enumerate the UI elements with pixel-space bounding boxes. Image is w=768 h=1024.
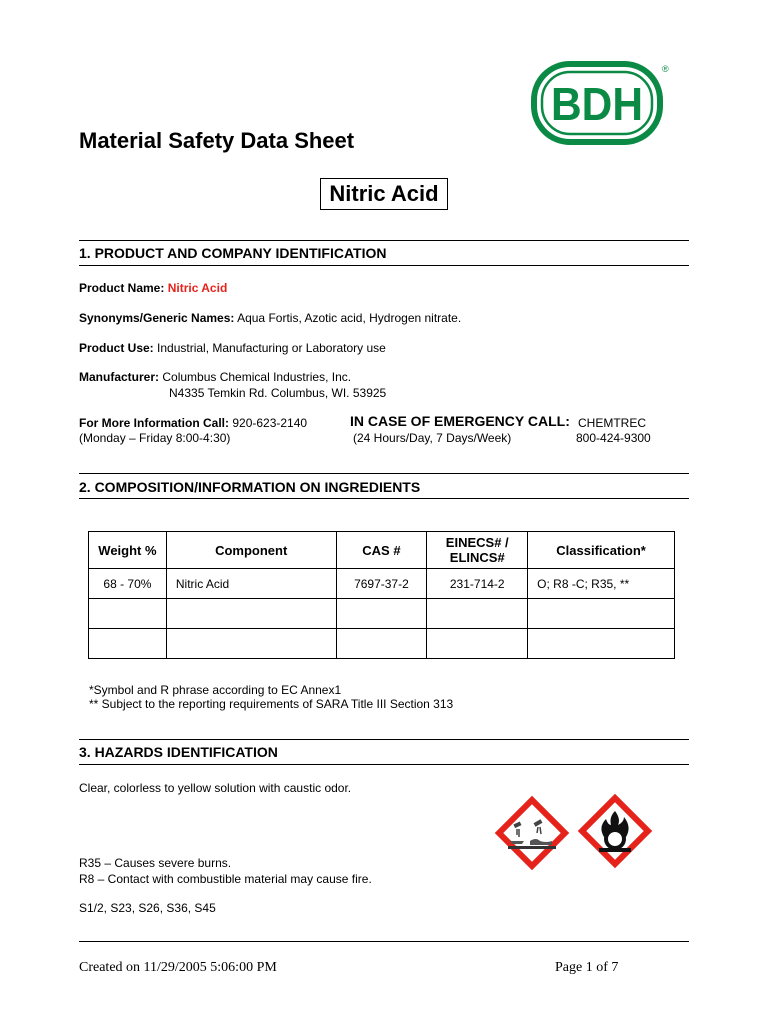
r35-phrase: R35 – Causes severe burns. — [79, 856, 232, 870]
r8-phrase: R8 – Contact with combustible material may cause fire. — [79, 872, 372, 886]
product-use-label: Product Use: — [79, 341, 154, 355]
hazard-description: Clear, colorless to yellow solution with caustic odor. — [79, 781, 352, 795]
emergency-name: CHEMTREC — [578, 416, 646, 430]
corrosive-icon — [496, 797, 568, 869]
section1-top-rule — [79, 240, 689, 241]
registered-mark: ® — [662, 64, 669, 74]
col-weight: Weight % — [89, 532, 167, 569]
product-name-row — [79, 281, 227, 295]
manufacturer-label: Manufacturer: — [79, 370, 160, 384]
emergency-hours: (24 Hours/Day, 7 Days/Week) — [353, 431, 512, 445]
col-component: Component — [166, 532, 336, 569]
composition-table — [88, 531, 675, 659]
footnote-symbol: *Symbol and R phrase according to EC Annex1 — [89, 683, 342, 697]
section3-title: 3. HAZARDS IDENTIFICATION — [79, 744, 278, 760]
logo-text: BDH — [551, 78, 643, 130]
bdh-logo — [531, 60, 667, 146]
product-use-value: Industrial, Manufacturing or Laboratory use — [157, 341, 386, 355]
manufacturer-label-row — [79, 370, 351, 384]
info-call-row — [79, 416, 307, 430]
manufacturer-line2: N4335 Temkin Rd. Columbus, WI. 53925 — [169, 386, 387, 400]
synonyms-value: Aqua Fortis, Azotic acid, Hydrogen nitrate. — [237, 311, 462, 325]
page-number: Page 1 of 7 — [555, 960, 619, 975]
table-row-empty — [89, 599, 675, 629]
col-einecs-line1: EINECS# / — [445, 535, 509, 550]
table-header-row — [89, 532, 675, 569]
section2-title: 2. COMPOSITION/INFORMATION ON INGREDIENTS — [79, 479, 421, 495]
info-call-phone: 920-623-2140 — [232, 416, 308, 430]
product-title-box: Nitric Acid — [320, 178, 448, 210]
synonyms-row — [79, 311, 461, 325]
section2-top-rule — [79, 473, 689, 474]
cell-classification: O; R8 -C; R35, ** — [528, 569, 675, 599]
product-use-row — [79, 341, 386, 355]
emergency-phone: 800-424-9300 — [576, 431, 651, 445]
created-date: Created on 11/29/2005 5:06:00 PM — [79, 960, 277, 975]
cell-weight: 68 - 70% — [89, 569, 167, 599]
section1-bottom-rule — [79, 265, 689, 266]
cell-einecs: 231-714-2 — [427, 569, 528, 599]
product-name-label: Product Name: — [79, 281, 165, 295]
manufacturer-line1: Columbus Chemical Industries, Inc. — [162, 370, 352, 384]
oxidizer-icon — [579, 795, 651, 867]
s-phrases: S1/2, S23, S26, S36, S45 — [79, 901, 216, 915]
section3-bottom-rule — [79, 764, 689, 765]
footer-rule — [79, 941, 689, 942]
col-einecs — [427, 532, 528, 569]
footnote-sara: ** Subject to the reporting requirements of SARA Title III Section 313 — [89, 697, 454, 711]
section2-bottom-rule — [79, 498, 689, 499]
cell-component: Nitric Acid — [166, 569, 336, 599]
section1-title: 1. PRODUCT AND COMPANY IDENTIFICATION — [79, 245, 387, 261]
col-cas: CAS # — [336, 532, 427, 569]
synonyms-label: Synonyms/Generic Names: — [79, 311, 235, 325]
info-call-label: For More Information Call: — [79, 416, 229, 430]
document-title: Material Safety Data Sheet — [79, 128, 355, 153]
table-row — [89, 569, 675, 599]
col-einecs-line2: ELINCS# — [449, 550, 505, 565]
col-classification: Classification* — [528, 532, 675, 569]
emergency-call-label: IN CASE OF EMERGENCY CALL: — [350, 413, 570, 429]
info-hours: (Monday – Friday 8:00-4:30) — [79, 431, 231, 445]
table-row-empty — [89, 629, 675, 659]
cell-cas: 7697-37-2 — [336, 569, 427, 599]
product-name-value: Nitric Acid — [167, 281, 228, 295]
section3-top-rule — [79, 739, 689, 740]
